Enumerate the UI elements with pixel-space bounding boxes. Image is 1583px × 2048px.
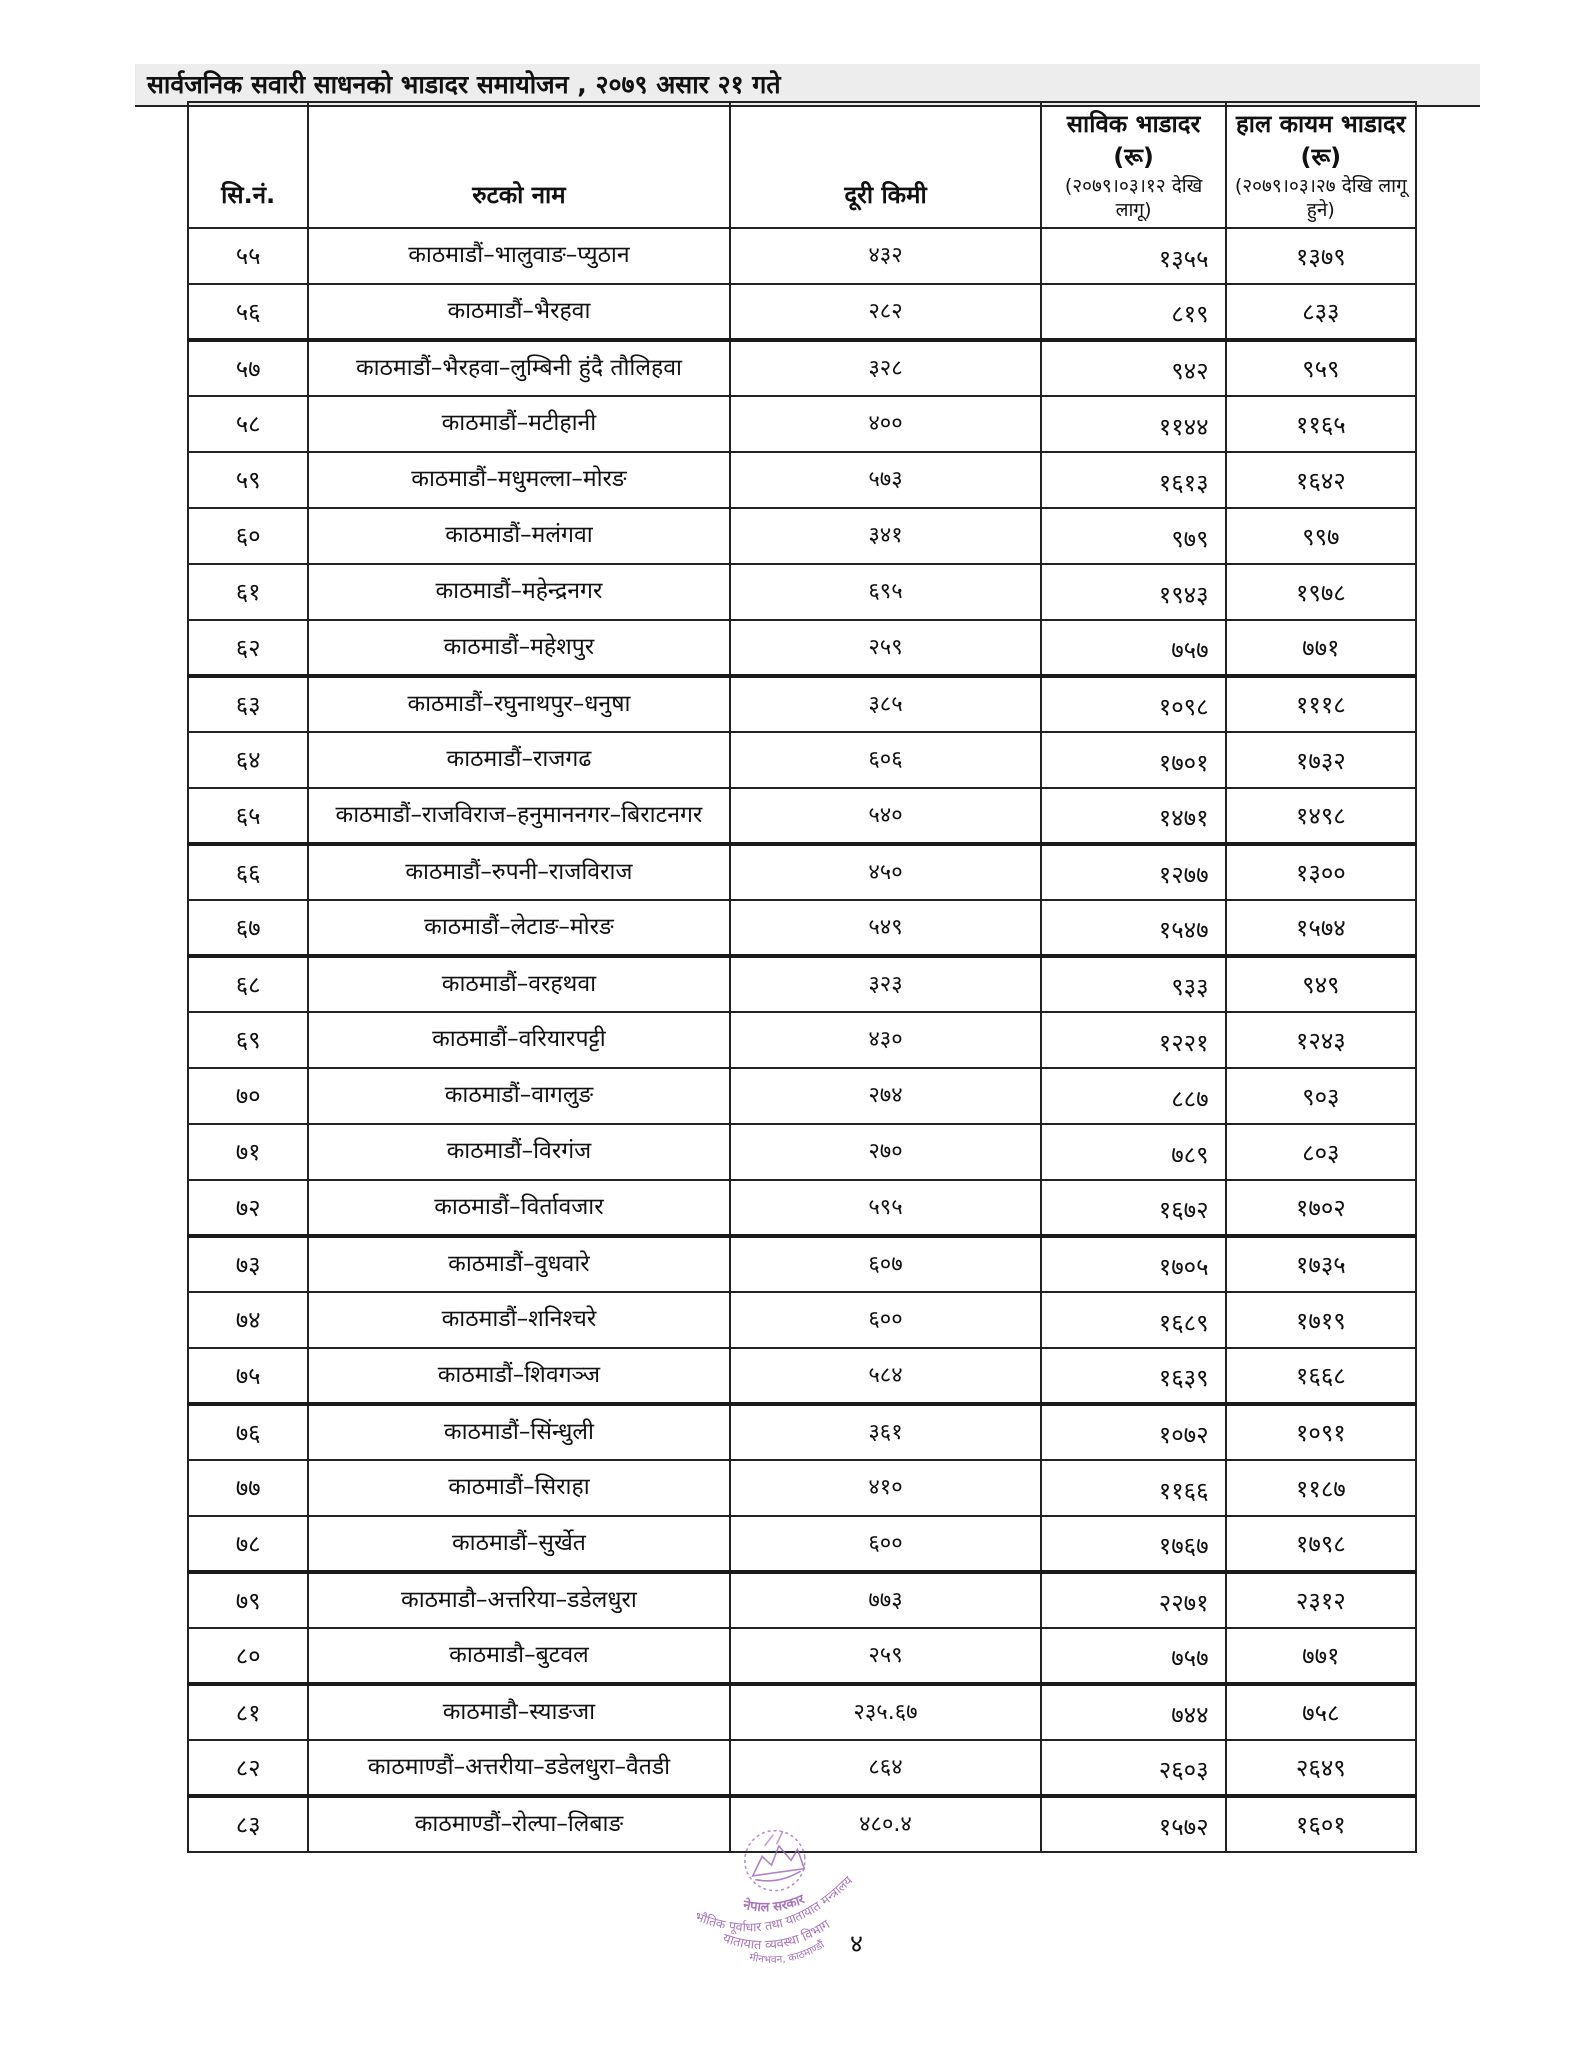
row-old-fare: १०७२: [1041, 1404, 1225, 1460]
row-route-name: काठमाडौं–महेशपुर: [308, 620, 729, 676]
row-new-fare: १७१९: [1226, 1292, 1416, 1348]
page-title: सार्वजनिक सवारी साधनको भाडादर समायोजन , २०७९ असार २१ गते: [135, 64, 1480, 107]
row-distance-km: ४५०: [730, 844, 1042, 900]
row-distance-km: ६९५: [730, 564, 1042, 620]
table-row: [188, 228, 1416, 284]
table-row: [188, 1740, 1416, 1796]
row-serial-number: ७९: [188, 1572, 308, 1628]
row-distance-km: २५९: [730, 1628, 1042, 1684]
table-row: [188, 956, 1416, 1012]
row-route-name: काठमाडौं–विरगंज: [308, 1124, 729, 1180]
row-route-name: काठमाडौं–महेन्द्रनगर: [308, 564, 729, 620]
row-old-fare: १६७२: [1041, 1180, 1225, 1236]
table-row: [188, 1124, 1416, 1180]
row-serial-number: ६८: [188, 956, 308, 1012]
row-distance-km: २७४: [730, 1068, 1042, 1124]
row-distance-km: ३६१: [730, 1404, 1042, 1460]
row-distance-km: ८६४: [730, 1740, 1042, 1796]
row-distance-km: ६००: [730, 1292, 1042, 1348]
row-route-name: काठमाडौं–सुर्खेत: [308, 1516, 729, 1572]
stamp-line-department: यातायात व्यवस्था विभाग: [720, 1917, 833, 1954]
table-row: [188, 284, 1416, 340]
table-row: [188, 340, 1416, 396]
row-serial-number: ६३: [188, 676, 308, 732]
row-route-name: काठमाडौं–मटीहानी: [308, 396, 729, 452]
row-serial-number: ५८: [188, 396, 308, 452]
row-route-name: काठमाडौं–लेटाङ–मोरङ: [308, 900, 729, 956]
row-old-fare: ८८७: [1041, 1068, 1225, 1124]
header-route-name: रुटको नाम: [308, 102, 729, 228]
row-distance-km: ५७३: [730, 452, 1042, 508]
row-new-fare: ११८७: [1226, 1460, 1416, 1516]
row-distance-km: ५८४: [730, 1348, 1042, 1404]
row-route-name: काठमाडौं–भैरहवा: [308, 284, 729, 340]
row-route-name: काठमाडौं–विर्तावजार: [308, 1180, 729, 1236]
row-new-fare: १७३५: [1226, 1236, 1416, 1292]
row-new-fare: १६४२: [1226, 452, 1416, 508]
header-new-fare-note: (२०७९।०३।२७ देखि लागू हुने): [1234, 175, 1407, 221]
header-old-fare-title: साविक भाडादर (रू): [1066, 110, 1201, 171]
row-route-name: काठमाडौं–वरहथवा: [308, 956, 729, 1012]
row-serial-number: ७८: [188, 1516, 308, 1572]
row-old-fare: १५७२: [1041, 1796, 1225, 1852]
table-row: [188, 1292, 1416, 1348]
row-distance-km: ३४१: [730, 508, 1042, 564]
row-route-name: काठमाडौं–वागलुङ: [308, 1068, 729, 1124]
row-old-fare: ९७९: [1041, 508, 1225, 564]
row-old-fare: ९३३: [1041, 956, 1225, 1012]
table-row: [188, 788, 1416, 844]
header-new-fare: [1226, 102, 1416, 228]
row-serial-number: ५५: [188, 228, 308, 284]
row-route-name: काठमाडौं–भालुवाङ–प्युठान: [308, 228, 729, 284]
row-route-name: काठमाडौ–अत्तरिया–डडेलधुरा: [308, 1572, 729, 1628]
row-serial-number: ७६: [188, 1404, 308, 1460]
header-new-fare-title: हाल कायम भाडादर (रू): [1236, 110, 1406, 171]
row-old-fare: १३५५: [1041, 228, 1225, 284]
row-distance-km: ४८०.४: [730, 1796, 1042, 1852]
row-distance-km: २७०: [730, 1124, 1042, 1180]
row-new-fare: १११८: [1226, 676, 1416, 732]
row-new-fare: १६६८: [1226, 1348, 1416, 1404]
row-serial-number: ५७: [188, 340, 308, 396]
row-new-fare: १३००: [1226, 844, 1416, 900]
row-serial-number: ६५: [188, 788, 308, 844]
row-new-fare: १७०२: [1226, 1180, 1416, 1236]
row-distance-km: ३२८: [730, 340, 1042, 396]
row-route-name: काठमाडौं–सिंन्धुली: [308, 1404, 729, 1460]
row-serial-number: ६४: [188, 732, 308, 788]
row-old-fare: ७४४: [1041, 1684, 1225, 1740]
row-old-fare: १२७७: [1041, 844, 1225, 900]
row-new-fare: १०९१: [1226, 1404, 1416, 1460]
row-serial-number: ६६: [188, 844, 308, 900]
row-serial-number: ७७: [188, 1460, 308, 1516]
table-row: [188, 452, 1416, 508]
row-serial-number: ८०: [188, 1628, 308, 1684]
row-old-fare: २६०३: [1041, 1740, 1225, 1796]
row-old-fare: ७५७: [1041, 1628, 1225, 1684]
row-serial-number: ८१: [188, 1684, 308, 1740]
table-row: [188, 1068, 1416, 1124]
row-distance-km: ५४९: [730, 900, 1042, 956]
row-distance-km: ६००: [730, 1516, 1042, 1572]
row-distance-km: ६०६: [730, 732, 1042, 788]
row-serial-number: ७५: [188, 1348, 308, 1404]
row-serial-number: ८२: [188, 1740, 308, 1796]
row-distance-km: ४३२: [730, 228, 1042, 284]
table-row: [188, 396, 1416, 452]
table-row: [188, 1180, 1416, 1236]
row-route-name: काठमाडौं–राजविराज–हनुमाननगर–बिराटनगर: [308, 788, 729, 844]
table-row: [188, 564, 1416, 620]
row-route-name: काठमाडौं–राजगढ: [308, 732, 729, 788]
table-row: [188, 508, 1416, 564]
row-distance-km: ६०७: [730, 1236, 1042, 1292]
row-old-fare: ८१९: [1041, 284, 1225, 340]
table-row: [188, 620, 1416, 676]
row-serial-number: ७४: [188, 1292, 308, 1348]
row-new-fare: ११६५: [1226, 396, 1416, 452]
row-new-fare: ७७१: [1226, 1628, 1416, 1684]
row-route-name: काठमाडौं–मधुमल्ला–मोरङ: [308, 452, 729, 508]
table-row: [188, 1572, 1416, 1628]
row-distance-km: ७७३: [730, 1572, 1042, 1628]
table-row: [188, 1516, 1416, 1572]
row-new-fare: ९०३: [1226, 1068, 1416, 1124]
row-new-fare: १४९८: [1226, 788, 1416, 844]
row-new-fare: १३७९: [1226, 228, 1416, 284]
row-old-fare: १२२१: [1041, 1012, 1225, 1068]
fare-table: [187, 101, 1417, 1853]
row-distance-km: ४००: [730, 396, 1042, 452]
row-new-fare: ९५९: [1226, 340, 1416, 396]
row-route-name: काठमाडौं–रुपनी–राजविराज: [308, 844, 729, 900]
row-distance-km: ४३०: [730, 1012, 1042, 1068]
row-new-fare: १२४३: [1226, 1012, 1416, 1068]
row-serial-number: ५६: [188, 284, 308, 340]
row-old-fare: १५४७: [1041, 900, 1225, 956]
row-serial-number: ७३: [188, 1236, 308, 1292]
row-serial-number: ५९: [188, 452, 308, 508]
table-row: [188, 1628, 1416, 1684]
row-new-fare: १७९८: [1226, 1516, 1416, 1572]
government-seal-stamp: [663, 1807, 902, 1986]
stamp-line-nepal-government: नेपाल सरकार: [741, 1892, 807, 1916]
row-route-name: काठमाडौं–शनिश्चरे: [308, 1292, 729, 1348]
row-distance-km: २८२: [730, 284, 1042, 340]
header-old-fare: [1041, 102, 1225, 228]
row-distance-km: ३२३: [730, 956, 1042, 1012]
row-route-name: काठमाण्डौं–रोल्पा–लिबाङ: [308, 1796, 729, 1852]
table-header-row: [188, 102, 1416, 228]
row-route-name: काठमाडौं–सिराहा: [308, 1460, 729, 1516]
row-new-fare: १७३२: [1226, 732, 1416, 788]
row-new-fare: ८३३: [1226, 284, 1416, 340]
row-serial-number: ६९: [188, 1012, 308, 1068]
header-serial-number: सि.नं.: [188, 102, 308, 228]
row-old-fare: ११४४: [1041, 396, 1225, 452]
table-row: [188, 676, 1416, 732]
row-old-fare: २२७१: [1041, 1572, 1225, 1628]
table-row: [188, 1012, 1416, 1068]
table-row: [188, 1460, 1416, 1516]
row-distance-km: २३५.६७: [730, 1684, 1042, 1740]
row-new-fare: १६०१: [1226, 1796, 1416, 1852]
row-new-fare: ७५८: [1226, 1684, 1416, 1740]
row-old-fare: १६१३: [1041, 452, 1225, 508]
row-old-fare: ११६६: [1041, 1460, 1225, 1516]
row-serial-number: ७२: [188, 1180, 308, 1236]
row-new-fare: १५७४: [1226, 900, 1416, 956]
row-new-fare: ९९७: [1226, 508, 1416, 564]
header-old-fare-note: (२०७९।०३।१२ देखि लागू): [1064, 175, 1203, 221]
header-distance-km: दूरी किमी: [730, 102, 1042, 228]
row-serial-number: ६७: [188, 900, 308, 956]
row-distance-km: ५४०: [730, 788, 1042, 844]
row-route-name: काठमाडौ–बुटवल: [308, 1628, 729, 1684]
row-old-fare: १७०१: [1041, 732, 1225, 788]
table-row: [188, 1236, 1416, 1292]
row-serial-number: ७१: [188, 1124, 308, 1180]
stamp-line-address: मीनभवन, काठमाण्डौं: [748, 1938, 827, 1967]
row-old-fare: १६३९: [1041, 1348, 1225, 1404]
row-route-name: काठमाडौं–रघुनाथपुर–धनुषा: [308, 676, 729, 732]
row-old-fare: १६८९: [1041, 1292, 1225, 1348]
row-old-fare: १४७१: [1041, 788, 1225, 844]
table-row: [188, 844, 1416, 900]
table-row: [188, 1348, 1416, 1404]
row-new-fare: ७७१: [1226, 620, 1416, 676]
row-serial-number: ७०: [188, 1068, 308, 1124]
row-serial-number: ६१: [188, 564, 308, 620]
row-distance-km: ५९५: [730, 1180, 1042, 1236]
stamp-line-ministry: भौतिक पूर्वाधार तथा यातायात मन्त्रालय: [692, 1872, 856, 1935]
page-number: ४: [850, 1929, 864, 1958]
row-serial-number: ६०: [188, 508, 308, 564]
table-row: [188, 900, 1416, 956]
table-row: [188, 1404, 1416, 1460]
row-route-name: काठमाडौं–भैरहवा–लुम्बिनी हुंदै तौलिहवा: [308, 340, 729, 396]
row-new-fare: ९४९: [1226, 956, 1416, 1012]
row-route-name: काठमाडौं–मलंगवा: [308, 508, 729, 564]
row-route-name: काठमाडौं–शिवगञ्ज: [308, 1348, 729, 1404]
table-row: [188, 732, 1416, 788]
row-serial-number: ६२: [188, 620, 308, 676]
row-route-name: काठमाडौं–वुधवारे: [308, 1236, 729, 1292]
row-route-name: काठमाडौ–स्याङजा: [308, 1684, 729, 1740]
row-serial-number: ८३: [188, 1796, 308, 1852]
row-old-fare: १७६७: [1041, 1516, 1225, 1572]
table-row: [188, 1684, 1416, 1740]
row-route-name: काठमाण्डौं–अत्तरीया–डडेलधुरा–वैतडी: [308, 1740, 729, 1796]
row-new-fare: ८०३: [1226, 1124, 1416, 1180]
row-old-fare: १९४३: [1041, 564, 1225, 620]
row-new-fare: २६४९: [1226, 1740, 1416, 1796]
row-distance-km: २५९: [730, 620, 1042, 676]
row-new-fare: २३१२: [1226, 1572, 1416, 1628]
nepal-emblem-icon: [741, 1827, 809, 1895]
row-old-fare: १०९८: [1041, 676, 1225, 732]
row-old-fare: ७५७: [1041, 620, 1225, 676]
row-old-fare: ७८९: [1041, 1124, 1225, 1180]
row-route-name: काठमाडौं–वरियारपट्टी: [308, 1012, 729, 1068]
row-new-fare: १९७८: [1226, 564, 1416, 620]
row-distance-km: ३८५: [730, 676, 1042, 732]
row-distance-km: ४१०: [730, 1460, 1042, 1516]
row-old-fare: १७०५: [1041, 1236, 1225, 1292]
row-old-fare: ९४२: [1041, 340, 1225, 396]
